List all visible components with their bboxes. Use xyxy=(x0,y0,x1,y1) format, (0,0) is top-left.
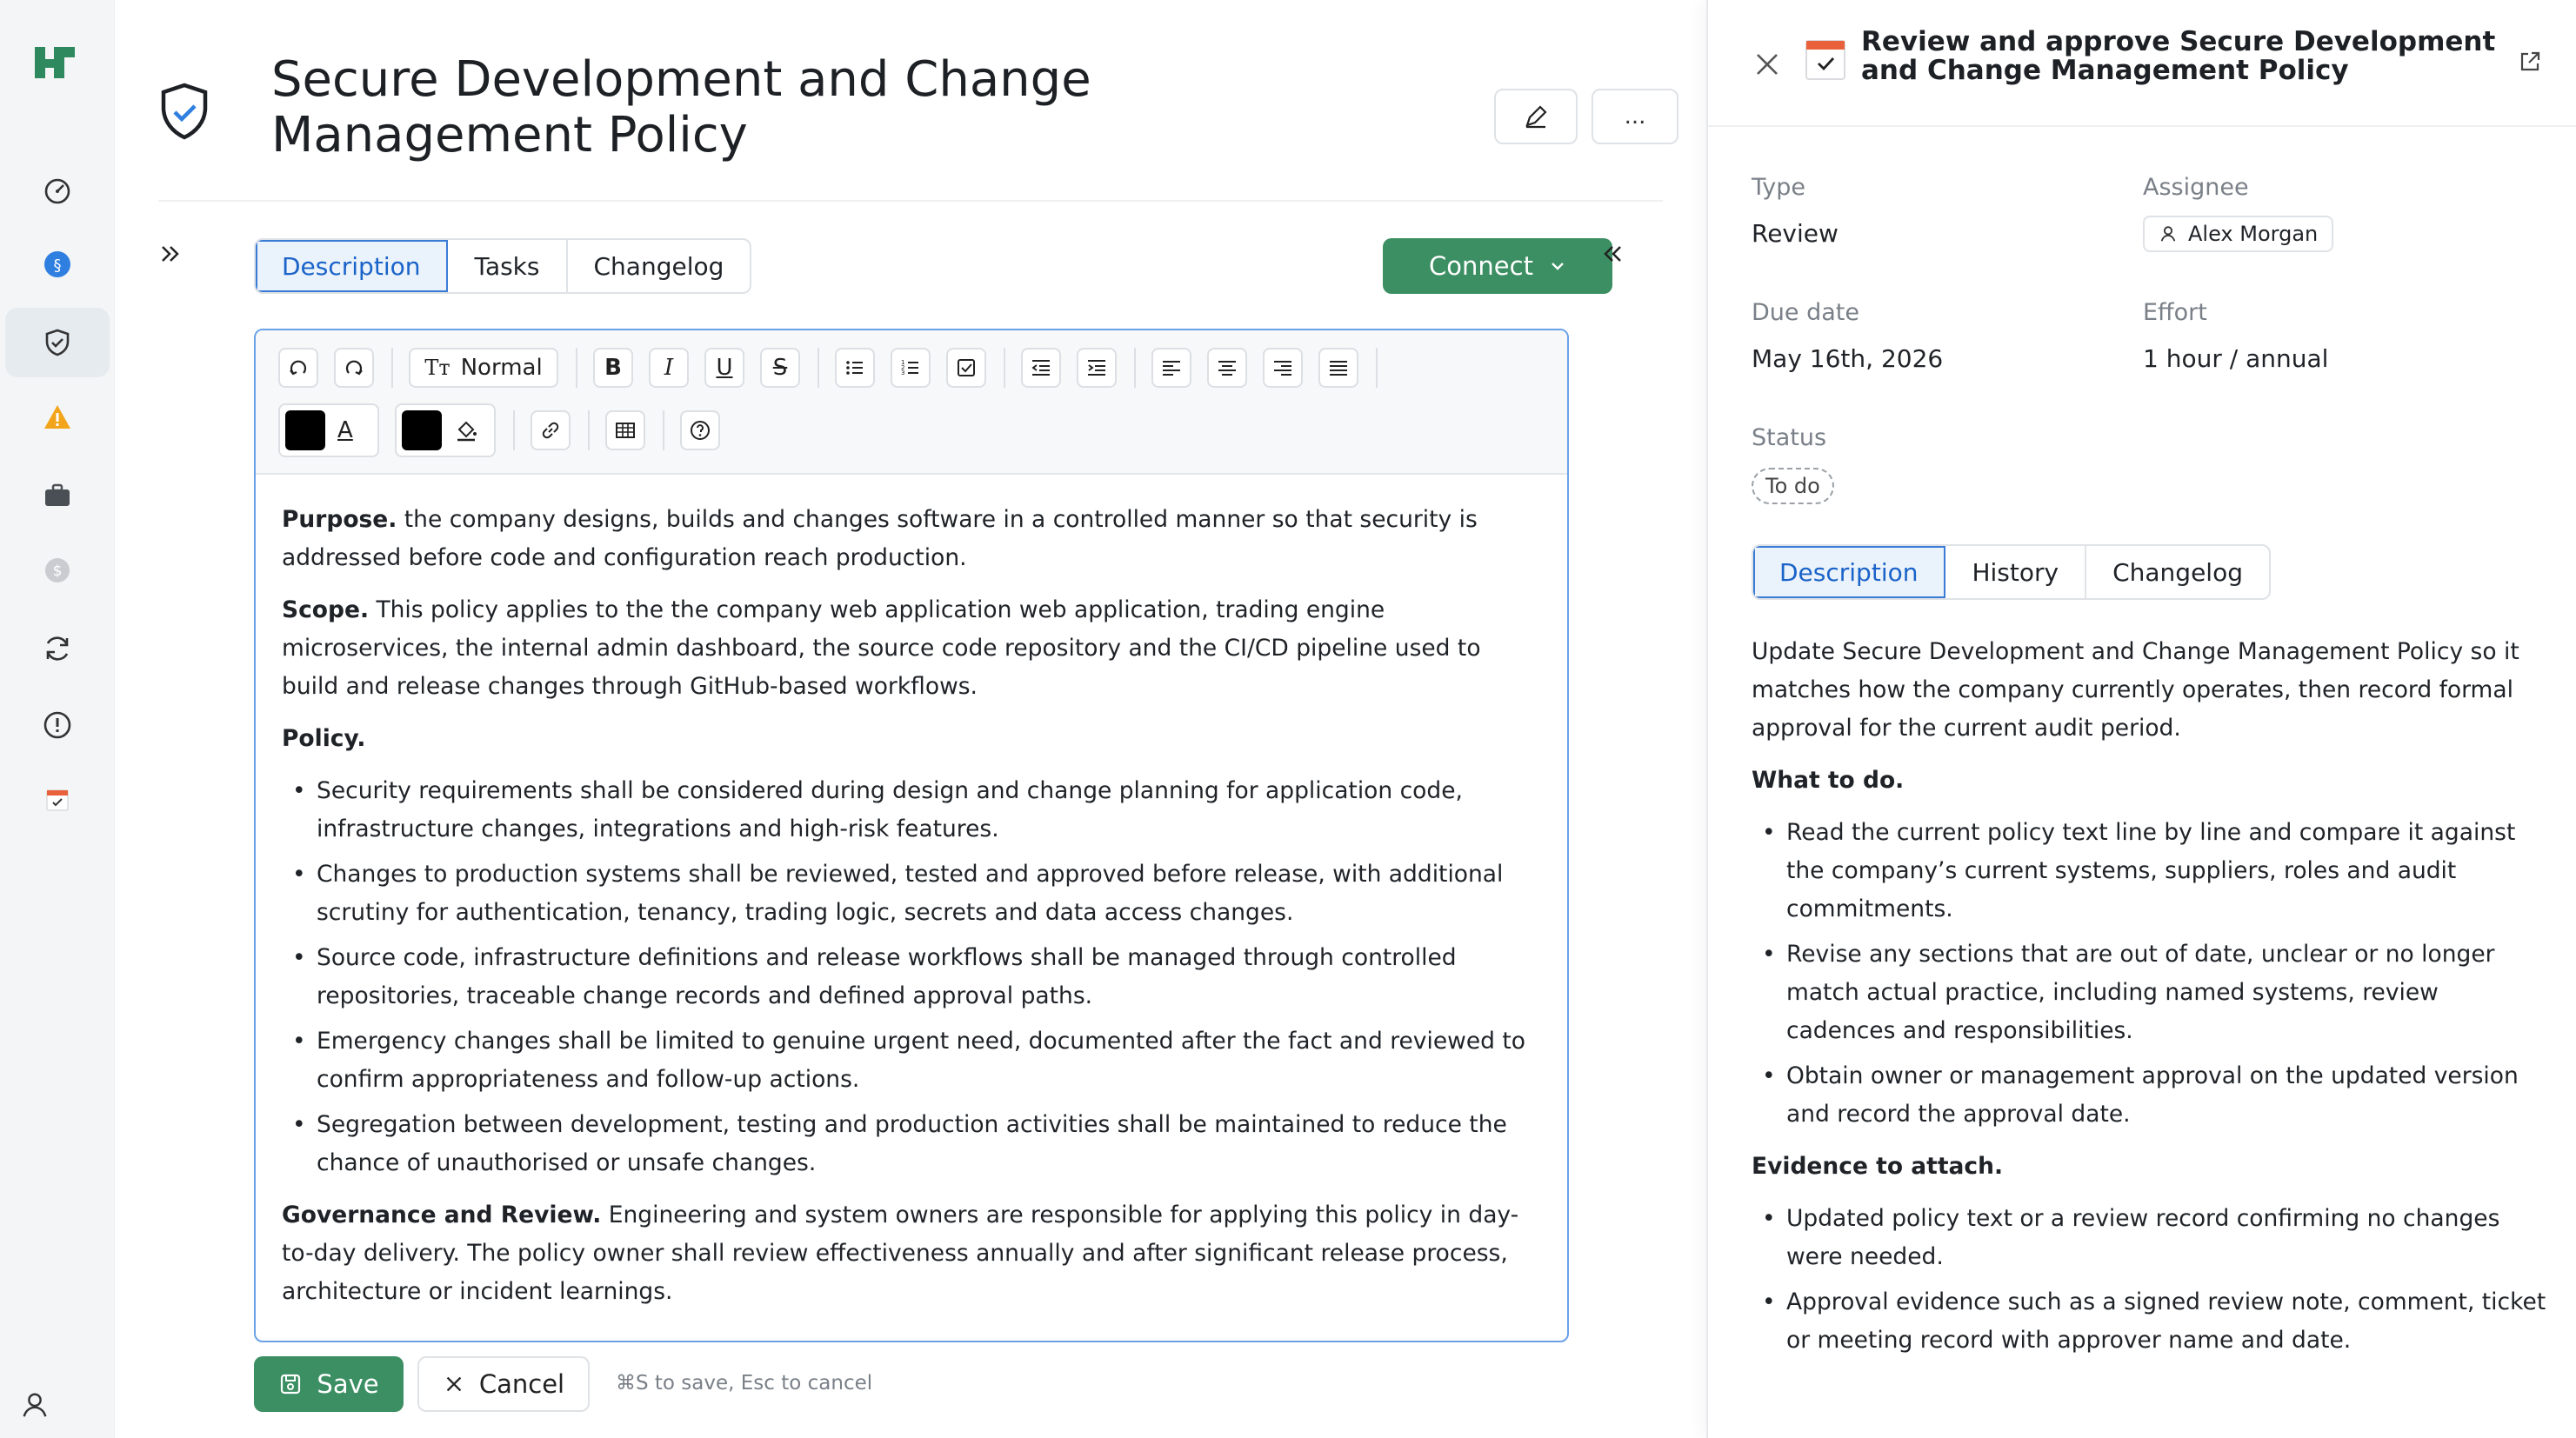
tab-history[interactable]: History xyxy=(1945,546,2086,598)
governance-paragraph xyxy=(282,1196,1543,1311)
insert-link-button[interactable] xyxy=(531,410,571,450)
text-color-swatch xyxy=(285,410,325,450)
purpose-text: the company designs, builds and changes software in a controlled manner so that security is addressed before code and configuration reach production. xyxy=(282,506,1478,571)
header-divider xyxy=(158,200,1663,202)
tab-tasks[interactable]: Tasks xyxy=(448,240,567,292)
risk-warning-icon xyxy=(42,402,73,433)
scope-paragraph xyxy=(282,591,1543,706)
nav-sync[interactable] xyxy=(0,614,115,683)
close-panel-button[interactable] xyxy=(1752,49,1783,80)
sync-icon xyxy=(42,633,73,664)
briefcase-icon xyxy=(42,480,73,511)
italic-button[interactable] xyxy=(649,348,689,388)
list-item: • Revise any sections that are out of date, unclear or no longer match actual practice, including named systems, review cadences and responsibilities. xyxy=(1752,935,2552,1050)
indent-icon xyxy=(1084,356,1109,380)
evidence-heading xyxy=(1752,1148,2552,1186)
svg-text:3: 3 xyxy=(901,369,905,376)
toolbar-separator xyxy=(588,410,590,450)
tab-changelog[interactable]: Changelog xyxy=(593,251,724,281)
effort-value: 1 hour / annual xyxy=(2143,344,2329,373)
align-justify-icon xyxy=(1326,356,1351,380)
policy-bullet-list xyxy=(282,772,1543,1182)
what-to-do-heading xyxy=(1752,762,2552,800)
more-options-button[interactable]: ... xyxy=(1592,89,1678,144)
left-nav-rail xyxy=(0,0,115,1438)
user-profile-icon[interactable] xyxy=(16,1386,54,1424)
what-to-do-label: What to do. xyxy=(1752,767,1905,794)
task-title: Review and approve Secure Development and Change Management Policy xyxy=(1861,26,2496,86)
pencil-icon xyxy=(1523,103,1549,130)
text-color-icon: A xyxy=(337,417,353,443)
underline-icon: U xyxy=(716,355,733,381)
nav-policies[interactable] xyxy=(5,308,110,377)
highlight-color-swatch xyxy=(402,410,442,450)
align-center-icon xyxy=(1215,356,1239,380)
calendar-task-icon xyxy=(42,784,73,816)
nav-dashboard[interactable] xyxy=(0,155,115,224)
nav-compliance[interactable] xyxy=(0,230,115,299)
nav-vendors[interactable] xyxy=(0,536,115,605)
user-icon xyxy=(2159,224,2178,243)
save-button[interactable] xyxy=(254,1356,404,1412)
edit-button[interactable] xyxy=(1494,89,1578,144)
save-label: Save xyxy=(317,1369,379,1399)
strikethrough-button[interactable] xyxy=(760,348,800,388)
policy-label: Policy. xyxy=(282,725,366,752)
app-logo-icon[interactable] xyxy=(31,43,78,82)
link-icon xyxy=(538,418,563,443)
compliance-icon xyxy=(42,249,73,280)
nav-assets[interactable] xyxy=(0,461,115,530)
editor-content[interactable] xyxy=(282,501,1543,1325)
tab-task-description[interactable]: Description xyxy=(1753,546,1945,598)
cancel-label: Cancel xyxy=(478,1369,565,1399)
list-item: • Source code, infrastructure definitions and release workflows shall be managed through controlled repositories, traceable change records and defined approval paths. xyxy=(282,939,1543,1015)
cancel-button[interactable] xyxy=(417,1356,590,1412)
help-button[interactable] xyxy=(680,410,720,450)
list-item: • Security requirements shall be considered during design and change planning for application code, infrastructure changes, integrations and high-risk features. xyxy=(282,772,1543,849)
list-item: • Obtain owner or management approval on the updated version and record the approval date. xyxy=(1752,1057,2552,1134)
vendor-icon xyxy=(42,555,73,586)
align-justify-button[interactable] xyxy=(1318,348,1358,388)
assignee-chip[interactable] xyxy=(2143,216,2333,252)
toolbar-separator xyxy=(576,348,577,388)
policy-main xyxy=(115,0,1706,1438)
alert-circle-icon xyxy=(42,709,73,741)
connect-button[interactable] xyxy=(1383,238,1612,294)
calendar-task-icon xyxy=(1804,37,1847,82)
nav-tasks[interactable] xyxy=(0,765,115,835)
purpose-label: Purpose. xyxy=(282,506,397,533)
outdent-button[interactable] xyxy=(1021,348,1061,388)
svg-text:2: 2 xyxy=(901,364,905,371)
toolbar-separator xyxy=(513,410,515,450)
governance-text: Engineering and system owners are responsible for applying this policy in day-to-day delivery. The policy owner shall review effectiveness annually and after significant release process, architecture or incident learnings. xyxy=(282,1202,1519,1305)
numbered-list-button[interactable] xyxy=(891,348,931,388)
expand-right-panel-icon[interactable] xyxy=(1598,236,1625,275)
policy-shield-icon xyxy=(42,327,73,358)
redo-button[interactable] xyxy=(334,348,374,388)
paint-bucket-icon xyxy=(454,418,478,443)
text-color-picker[interactable] xyxy=(278,403,379,457)
status-badge[interactable]: To do xyxy=(1752,468,1834,504)
save-icon xyxy=(278,1372,303,1396)
text-style-dropdown[interactable] xyxy=(409,348,558,388)
list-item: • Updated policy text or a review record confirming no changes were needed. xyxy=(1752,1200,2552,1276)
bullet-list-button[interactable] xyxy=(835,348,875,388)
page-header xyxy=(158,52,1689,183)
assignee-label: Assignee xyxy=(2143,174,2249,201)
outdent-icon xyxy=(1029,356,1053,380)
list-item: • Read the current policy text line by line and compare it against the company’s current systems, suppliers, roles and audit commitments. xyxy=(1752,814,2552,929)
governance-label: Governance and Review. xyxy=(282,1202,602,1228)
svg-text:1: 1 xyxy=(901,359,905,366)
svg-text:$: $ xyxy=(52,563,63,580)
what-to-do-list xyxy=(1752,814,2552,1134)
panel-divider xyxy=(1708,125,2576,127)
italic-icon: I xyxy=(664,355,674,381)
underline-button[interactable] xyxy=(704,348,744,388)
type-label: Type xyxy=(1752,174,1806,201)
scope-label: Scope. xyxy=(282,596,370,623)
toolbar-separator xyxy=(663,410,664,450)
toolbar-separator xyxy=(1134,348,1136,388)
tab-description[interactable]: Description xyxy=(256,240,448,292)
due-date-label: Due date xyxy=(1752,299,1859,326)
numbered-list-icon xyxy=(898,356,923,380)
svg-text:§: § xyxy=(53,256,62,275)
list-item: • Emergency changes shall be limited to genuine urgent need, documented after the fact and reviewed to confirm appropriateness and follow-up actions. xyxy=(282,1022,1543,1099)
strikethrough-icon: S xyxy=(772,355,788,381)
align-right-button[interactable] xyxy=(1263,348,1303,388)
align-center-button[interactable] xyxy=(1207,348,1247,388)
toolbar-separator xyxy=(391,348,393,388)
page-title: Secure Development and Change Management Policy xyxy=(271,51,1091,163)
insert-table-button[interactable] xyxy=(605,410,645,450)
assignee-value: Alex Morgan xyxy=(2188,222,2319,246)
bullet-list-icon xyxy=(843,356,867,380)
task-tabs xyxy=(1752,544,2271,600)
text-size-icon: Tт xyxy=(424,356,450,380)
evidence-label: Evidence to attach. xyxy=(1752,1153,2004,1180)
align-left-icon xyxy=(1159,356,1184,380)
tab-task-changelog[interactable]: Changelog xyxy=(2112,557,2243,587)
undo-button[interactable] xyxy=(278,348,318,388)
task-intro: Update Secure Development and Change Management Policy so it matches how the company currently operates, then record formal approval for the current audit period. xyxy=(1752,638,2519,742)
nav-incidents[interactable] xyxy=(0,690,115,760)
connect-label: Connect xyxy=(1429,251,1533,281)
help-icon xyxy=(688,418,712,443)
keyboard-hint: ⌘S to save, Esc to cancel xyxy=(616,1372,873,1395)
highlight-color-picker[interactable] xyxy=(395,403,496,457)
checklist-button[interactable] xyxy=(946,348,986,388)
bold-button[interactable] xyxy=(593,348,633,388)
task-detail-panel xyxy=(1706,0,2576,1438)
nav-risks[interactable] xyxy=(0,383,115,452)
table-icon xyxy=(613,418,637,443)
list-item: • Changes to production systems shall be reviewed, tested and approved before release, with additional scrutiny for authentication, tenancy, trading logic, secrets and data access changes. xyxy=(282,855,1543,932)
undo-icon xyxy=(286,356,310,380)
open-external-icon[interactable] xyxy=(2517,49,2543,75)
toolbar-separator xyxy=(818,348,819,388)
bold-icon: B xyxy=(604,355,622,381)
chevron-down-icon xyxy=(1549,257,1566,275)
policy-shield-icon xyxy=(158,82,210,143)
rich-text-editor[interactable] xyxy=(254,329,1569,1342)
text-style-value: Normal xyxy=(460,355,543,381)
expand-left-panel-icon[interactable] xyxy=(158,236,193,271)
type-value: Review xyxy=(1752,219,1839,248)
list-item: • Approval evidence such as a signed review note, comment, ticket or meeting record with approver name and date. xyxy=(1752,1283,2552,1360)
indent-button[interactable] xyxy=(1077,348,1117,388)
checkbox-icon xyxy=(954,356,978,380)
policy-tabs xyxy=(254,238,751,294)
dashboard-icon xyxy=(42,174,73,205)
toolbar-separator xyxy=(1004,348,1005,388)
align-right-icon xyxy=(1271,356,1295,380)
scope-text: This policy applies to the the company web application web application, trading engine microservices, the internal admin dashboard, the source code repository and the CI/CD pipeline used to build and release changes through GitHub-based workflows. xyxy=(282,596,1481,700)
toolbar-separator xyxy=(1376,348,1378,388)
policy-heading xyxy=(282,720,1543,758)
close-icon xyxy=(443,1373,465,1395)
effort-label: Effort xyxy=(2143,299,2207,326)
evidence-list xyxy=(1752,1200,2552,1360)
list-item: • Segregation between development, testing and production activities shall be maintained to reduce the chance of unauthorised or unsafe changes. xyxy=(282,1106,1543,1182)
task-description xyxy=(1752,633,2552,1374)
due-date-value: May 16th, 2026 xyxy=(1752,344,1944,373)
status-label: Status xyxy=(1752,424,1827,451)
purpose-paragraph xyxy=(282,501,1543,577)
editor-toolbar xyxy=(256,330,1567,475)
align-left-button[interactable] xyxy=(1151,348,1191,388)
close-icon xyxy=(1752,49,1783,80)
redo-icon xyxy=(342,356,366,380)
